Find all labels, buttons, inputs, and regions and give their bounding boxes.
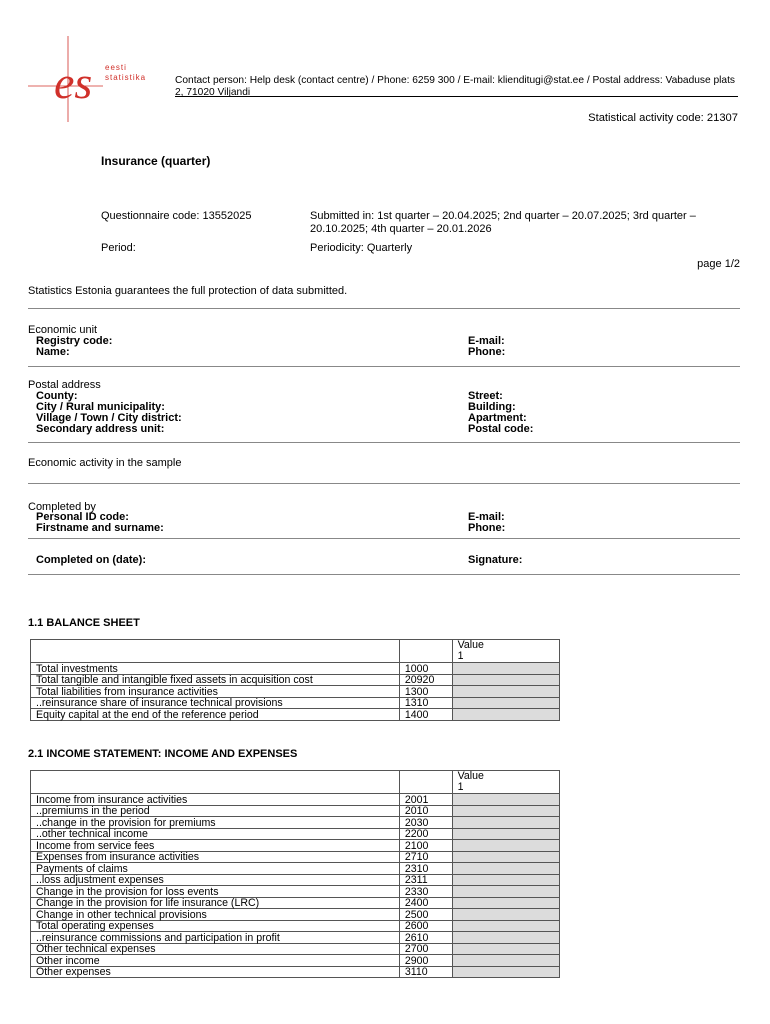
row-label: Change in the provision for loss events xyxy=(31,886,400,898)
divider xyxy=(28,538,740,539)
row-label: Total liabilities from insurance activities xyxy=(31,686,400,698)
value-input-cell[interactable] xyxy=(452,943,559,955)
table-row xyxy=(31,794,560,806)
value-input-cell[interactable] xyxy=(452,805,559,817)
table-row xyxy=(31,932,560,944)
apartment-label: Apartment: xyxy=(468,412,527,424)
unit-phone-label: Phone: xyxy=(468,346,506,358)
row-code: 2330 xyxy=(399,886,452,898)
form-title: Insurance (quarter) xyxy=(101,154,211,168)
row-code: 2500 xyxy=(399,909,452,921)
logo-text-statistika: statistika xyxy=(105,73,147,82)
income-statement-table xyxy=(30,770,560,978)
row-label: ..change in the provision for premiums xyxy=(31,817,400,829)
row-label: Change in the provision for life insurance (LRC) xyxy=(31,897,400,909)
table-row xyxy=(31,851,560,863)
value-input-cell[interactable] xyxy=(452,709,559,721)
statistics-estonia-logo xyxy=(28,36,168,122)
value-input-cell[interactable] xyxy=(452,863,559,875)
row-code: 2610 xyxy=(399,932,452,944)
row-label: ..reinsurance commissions and participation in profit xyxy=(31,932,400,944)
value-input-cell[interactable] xyxy=(452,874,559,886)
value-header-sub: 1 xyxy=(457,650,464,662)
divider xyxy=(28,366,740,367)
period-label: Period: xyxy=(101,242,136,254)
row-label: Change in other technical provisions xyxy=(31,909,400,921)
header-divider xyxy=(175,96,738,97)
row-label: Other technical expenses xyxy=(31,943,400,955)
contact-info: Contact person: Help desk (contact centre) / Phone: 6259 300 / E-mail: klienditugi@stat.ee / Postal address: Vabaduse plats 2, 71020 Viljandi xyxy=(175,75,736,98)
value-input-cell[interactable] xyxy=(452,840,559,852)
submission-deadlines: Submitted in: 1st quarter – 20.04.2025; 2nd quarter – 20.07.2025; 3rd quarter – 20.10.2025; 4th quarter – 20.01.2026 xyxy=(310,210,696,235)
value-header-sub: 1 xyxy=(457,781,464,793)
unit-email-label: E-mail: xyxy=(468,335,505,347)
table-row xyxy=(31,874,560,886)
row-code: 1310 xyxy=(399,697,452,709)
table-row xyxy=(31,886,560,898)
village-label: Village / Town / City district: xyxy=(36,412,182,424)
row-code: 1000 xyxy=(399,663,452,675)
name-label: Name: xyxy=(36,346,70,358)
county-label: County: xyxy=(36,390,78,402)
firstname-surname-label: Firstname and surname: xyxy=(36,522,164,534)
page-number: page 1/2 xyxy=(697,258,740,270)
value-input-cell[interactable] xyxy=(452,851,559,863)
value-input-cell[interactable] xyxy=(452,886,559,898)
row-label: ..loss adjustment expenses xyxy=(31,874,400,886)
value-input-cell[interactable] xyxy=(452,674,559,686)
row-code: 2600 xyxy=(399,920,452,932)
row-code: 2900 xyxy=(399,955,452,967)
completed-on-label: Completed on (date): xyxy=(36,554,146,566)
row-code: 2200 xyxy=(399,828,452,840)
value-column-header xyxy=(452,640,559,663)
completed-by-heading: Completed by xyxy=(28,501,96,513)
row-code: 1300 xyxy=(399,686,452,698)
table-row xyxy=(31,840,560,852)
value-input-cell[interactable] xyxy=(452,932,559,944)
table-row xyxy=(31,805,560,817)
table-header-row xyxy=(31,640,560,663)
street-label: Street: xyxy=(468,390,503,402)
table-row xyxy=(31,943,560,955)
value-input-cell[interactable] xyxy=(452,909,559,921)
value-input-cell[interactable] xyxy=(452,663,559,675)
table-row xyxy=(31,697,560,709)
divider xyxy=(28,574,740,575)
row-label: Total tangible and intangible fixed assets in acquisition cost xyxy=(31,674,400,686)
table-row xyxy=(31,709,560,721)
data-protection-note: Statistics Estonia guarantees the full protection of data submitted. xyxy=(28,285,348,297)
economic-activity-heading: Economic activity in the sample xyxy=(28,457,182,469)
row-code: 2710 xyxy=(399,851,452,863)
divider xyxy=(28,483,740,484)
row-label: ..premiums in the period xyxy=(31,805,400,817)
divider xyxy=(28,442,740,443)
personal-id-label: Personal ID code: xyxy=(36,511,129,523)
table-row xyxy=(31,955,560,967)
table-row xyxy=(31,920,560,932)
row-code: 2400 xyxy=(399,897,452,909)
row-code: 2100 xyxy=(399,840,452,852)
row-code: 2001 xyxy=(399,794,452,806)
value-column-header xyxy=(452,771,559,794)
completer-email-label: E-mail: xyxy=(468,511,505,523)
income-statement-title: 2.1 INCOME STATEMENT: INCOME AND EXPENSES xyxy=(28,748,298,760)
balance-sheet-table xyxy=(30,639,560,721)
value-input-cell[interactable] xyxy=(452,817,559,829)
row-code: 2030 xyxy=(399,817,452,829)
row-label: Expenses from insurance activities xyxy=(31,851,400,863)
row-code: 3110 xyxy=(399,966,452,978)
row-label: ..other technical income xyxy=(31,828,400,840)
statistical-activity-code: Statistical activity code: 21307 xyxy=(588,112,738,124)
table-row xyxy=(31,828,560,840)
balance-sheet-title: 1.1 BALANCE SHEET xyxy=(28,617,140,629)
value-input-cell[interactable] xyxy=(452,955,559,967)
value-input-cell[interactable] xyxy=(452,897,559,909)
value-input-cell[interactable] xyxy=(452,686,559,698)
secondary-address-label: Secondary address unit: xyxy=(36,423,165,435)
table-row xyxy=(31,663,560,675)
table-row xyxy=(31,817,560,829)
row-label: Other expenses xyxy=(31,966,400,978)
registry-code-label: Registry code: xyxy=(36,335,113,347)
value-input-cell[interactable] xyxy=(452,794,559,806)
table-row xyxy=(31,897,560,909)
table-row xyxy=(31,909,560,921)
divider xyxy=(28,308,740,309)
row-label: Income from service fees xyxy=(31,840,400,852)
value-input-cell[interactable] xyxy=(452,697,559,709)
row-label: Equity capital at the end of the reference period xyxy=(31,709,400,721)
postal-address-heading: Postal address xyxy=(28,379,101,391)
row-label: Income from insurance activities xyxy=(31,794,400,806)
row-label: Total investments xyxy=(31,663,400,675)
row-code: 20920 xyxy=(399,674,452,686)
periodicity: Periodicity: Quarterly xyxy=(310,242,413,254)
logo-text-eesti: eesti xyxy=(105,63,127,72)
row-code: 2010 xyxy=(399,805,452,817)
building-label: Building: xyxy=(468,401,516,413)
table-row xyxy=(31,674,560,686)
row-code: 2311 xyxy=(399,874,452,886)
value-header-label: Value xyxy=(457,639,484,651)
municipality-label: City / Rural municipality: xyxy=(36,401,165,413)
table-header-row xyxy=(31,771,560,794)
table-row xyxy=(31,686,560,698)
row-label: Other income xyxy=(31,955,400,967)
value-input-cell[interactable] xyxy=(452,966,559,978)
row-label: ..reinsurance share of insurance technical provisions xyxy=(31,697,400,709)
value-header-label: Value xyxy=(457,770,484,782)
row-code: 2310 xyxy=(399,863,452,875)
signature-label: Signature: xyxy=(468,554,523,566)
postal-code-label: Postal code: xyxy=(468,423,534,435)
row-code: 2700 xyxy=(399,943,452,955)
questionnaire-code: Questionnaire code: 13552025 xyxy=(101,210,252,222)
economic-unit-heading: Economic unit xyxy=(28,324,98,336)
value-input-cell[interactable] xyxy=(452,828,559,840)
row-label: Payments of claims xyxy=(31,863,400,875)
table-row xyxy=(31,863,560,875)
value-input-cell[interactable] xyxy=(452,920,559,932)
table-row xyxy=(31,966,560,978)
row-code: 1400 xyxy=(399,709,452,721)
svg-text:es: es xyxy=(54,57,93,108)
completer-phone-label: Phone: xyxy=(468,522,506,534)
row-label: Total operating expenses xyxy=(31,920,400,932)
